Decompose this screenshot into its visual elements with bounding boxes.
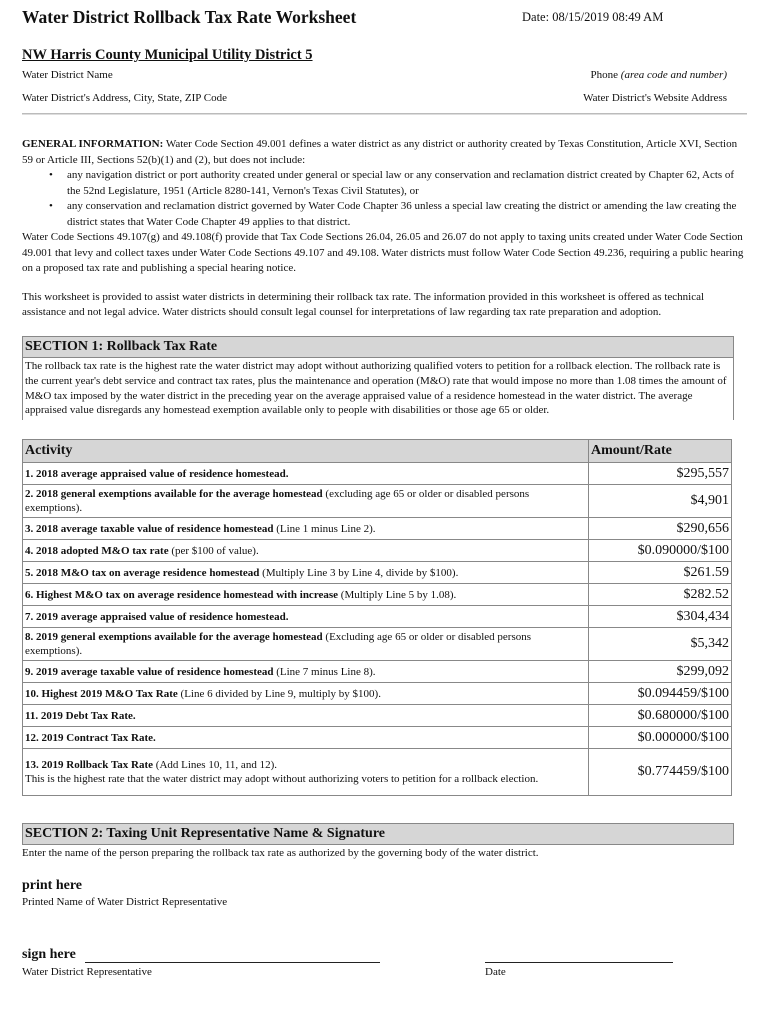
table-row bbox=[23, 683, 732, 705]
activity-title: 3. 2018 average taxable value of residence homestead bbox=[25, 522, 274, 535]
activity-detail: (Excluding age 65 or older or disabled persons exemptions). bbox=[25, 631, 532, 657]
sign-here-label: sign here bbox=[22, 947, 76, 962]
amount-cell: $0.680000/$100 bbox=[589, 705, 732, 727]
exclusion-list bbox=[22, 168, 748, 230]
amount-cell: $261.59 bbox=[589, 562, 732, 584]
activity-cell bbox=[23, 606, 589, 628]
table-row bbox=[23, 584, 732, 606]
exclusion-item: • any navigation district or port authority created under general or special law or any conservation and reclamation district created by Chapter 62, Acts of the 52nd Legislature, 1951 (Article 8280-141, Vernon's Texas Civil Statutes), or bbox=[67, 168, 748, 199]
table-row bbox=[23, 463, 732, 485]
activity-note: This is the highest rate that the water district may adopt without authorizing voters to petition for a rollback election. bbox=[25, 773, 539, 785]
general-intro: Water Code Section 49.001 defines a water district as any district or authority created by Texas Constitution, Article XVI, Section 59 or Article III, Sections 52(b)(1) and (2), but does not include: bbox=[22, 138, 738, 166]
phone-label bbox=[591, 69, 727, 81]
activity-cell bbox=[23, 683, 589, 705]
section1-intro: The rollback tax rate is the highest rate the water district may adopt without authorizing qualified voters to petition for a rollback election. The rollback rate is the current year's debt service and contract tax rates, plus the maintenance and operation (M&O) rate that would impose no more than 1.08 times the amount of M&O tax imposed by the water district in the preceding year on the average appraised value of a residence homestead in the water district. The average appraised value disregards any homestead exemption available only to people with disabilities or those age 65 or older. bbox=[22, 357, 734, 420]
activity-cell bbox=[23, 727, 589, 749]
table-header-row bbox=[23, 440, 732, 463]
printed-name-label: Printed Name of Water District Representative bbox=[22, 896, 228, 908]
general-intro-paragraph bbox=[22, 137, 748, 168]
table-row bbox=[23, 562, 732, 584]
table-row bbox=[23, 485, 732, 518]
amount-cell: $290,656 bbox=[589, 518, 732, 540]
amount-cell: $0.090000/$100 bbox=[589, 540, 732, 562]
activity-detail: (Add Lines 10, 11, and 12). bbox=[153, 759, 277, 771]
table-row bbox=[23, 540, 732, 562]
activity-detail: (Multiply Line 3 by Line 4, divide by $100). bbox=[259, 566, 459, 579]
activity-title: 6. Highest M&O tax on average residence homestead with increase bbox=[25, 588, 339, 601]
header-divider bbox=[22, 113, 747, 115]
general-after: Water Code Sections 49.107(g) and 49.108(f) provide that Tax Code Sections 26.04, 26.05 and 26.07 do not apply to taxing units created under Water Code Section 49.001 that levy and collect taxes under Water Code Sections 49.107 and 49.108. Water districts must follow Water Code Section 49.236, requiring a public hearing on a proposed tax rate and publishing a special hearing notice. bbox=[22, 231, 744, 274]
print-here-label: print here bbox=[22, 878, 83, 893]
activity-cell bbox=[23, 540, 589, 562]
amount-cell: $5,342 bbox=[589, 628, 732, 661]
general-disclaimer: This worksheet is provided to assist water districts in determining their rollback tax rate. The information provided in this worksheet is offered as technical assistance and not legal advice. Water districts should consult legal counsel for interpretations of law regarding tax rate preparation and adoption. bbox=[22, 290, 705, 318]
website-label: Water District's Website Address bbox=[583, 92, 727, 104]
district-name: NW Harris County Municipal Utility District 5 bbox=[22, 47, 313, 63]
section1-header: SECTION 1: Rollback Tax Rate bbox=[22, 336, 734, 358]
activity-title: 12. 2019 Contract Tax Rate. bbox=[25, 731, 156, 744]
general-heading: GENERAL INFORMATION: bbox=[22, 138, 164, 150]
worksheet-table bbox=[22, 439, 732, 796]
phone-label-note: (area code and number) bbox=[620, 69, 727, 81]
activity-title: 5. 2018 M&O tax on average residence homestead bbox=[25, 566, 260, 579]
district-name-label: Water District Name bbox=[22, 69, 113, 81]
table-row bbox=[23, 518, 732, 540]
activity-cell bbox=[23, 749, 589, 796]
activity-detail: (excluding age 65 or older or disabled persons exemptions). bbox=[25, 488, 530, 514]
activity-detail: (Line 7 minus Line 8). bbox=[273, 665, 376, 678]
amount-column-header: Amount/Rate bbox=[589, 440, 732, 463]
amount-cell: $0.094459/$100 bbox=[589, 683, 732, 705]
activity-title: 4. 2018 adopted M&O tax rate bbox=[25, 544, 169, 557]
amount-cell: $282.52 bbox=[589, 584, 732, 606]
activity-title: 8. 2019 general exemptions available for the average homestead bbox=[25, 631, 323, 643]
activity-cell bbox=[23, 584, 589, 606]
general-information bbox=[22, 137, 748, 321]
worksheet-date: Date: 08/15/2019 08:49 AM bbox=[522, 10, 664, 24]
address-label: Water District's Address, City, State, ZIP Code bbox=[22, 92, 227, 104]
table-row bbox=[23, 606, 732, 628]
signature-line[interactable] bbox=[85, 962, 380, 963]
signature-label: Water District Representative bbox=[22, 966, 152, 978]
amount-cell: $4,901 bbox=[589, 485, 732, 518]
activity-title: 7. 2019 average appraised value of residence homestead. bbox=[25, 610, 289, 623]
activity-title: 10. Highest 2019 M&O Tax Rate bbox=[25, 687, 178, 700]
activity-cell bbox=[23, 705, 589, 727]
activity-title: 2. 2018 general exemptions available for the average homestead bbox=[25, 488, 323, 500]
activity-title: 1. 2018 average appraised value of residence homestead. bbox=[25, 467, 289, 480]
activity-title: 9. 2019 average taxable value of residence homestead bbox=[25, 665, 274, 678]
amount-cell: $0.774459/$100 bbox=[589, 749, 732, 796]
table-row bbox=[23, 749, 732, 796]
amount-cell: $0.000000/$100 bbox=[589, 727, 732, 749]
date-label: Date bbox=[485, 966, 506, 978]
activity-title: 11. 2019 Debt Tax Rate. bbox=[25, 709, 136, 722]
date-line[interactable] bbox=[485, 962, 673, 963]
phone-label-text: Phone bbox=[590, 69, 619, 81]
activity-column-header: Activity bbox=[23, 440, 589, 463]
table-row bbox=[23, 661, 732, 683]
worksheet-rows bbox=[23, 463, 732, 796]
table-row bbox=[23, 705, 732, 727]
amount-cell: $299,092 bbox=[589, 661, 732, 683]
amount-cell: $295,557 bbox=[589, 463, 732, 485]
activity-title: 13. 2019 Rollback Tax Rate bbox=[25, 759, 154, 771]
activity-cell bbox=[23, 661, 589, 683]
activity-cell bbox=[23, 463, 589, 485]
activity-detail: (Line 6 divided by Line 9, multiply by $100). bbox=[177, 687, 381, 700]
activity-detail: (per $100 of value). bbox=[168, 544, 259, 557]
activity-detail: (Multiply Line 5 by 1.08). bbox=[338, 588, 457, 601]
section2-header: SECTION 2: Taxing Unit Representative Name & Signature bbox=[22, 823, 734, 845]
section2-instructions: Enter the name of the person preparing the rollback tax rate as authorized by the governing body of the water district. bbox=[22, 847, 539, 859]
page-title: Water District Rollback Tax Rate Worksheet bbox=[22, 7, 357, 27]
activity-cell bbox=[23, 485, 589, 518]
activity-cell bbox=[23, 562, 589, 584]
activity-cell bbox=[23, 518, 589, 540]
amount-cell: $304,434 bbox=[589, 606, 732, 628]
activity-cell bbox=[23, 628, 589, 661]
exclusion-item: • any conservation and reclamation district governed by Water Code Chapter 36 unless a special law creating the district or amending the law creating the district states that Water Code Chapter 49 applies to that district. bbox=[67, 199, 748, 230]
table-row bbox=[23, 628, 732, 661]
table-row bbox=[23, 727, 732, 749]
activity-detail: (Line 1 minus Line 2). bbox=[273, 522, 376, 535]
